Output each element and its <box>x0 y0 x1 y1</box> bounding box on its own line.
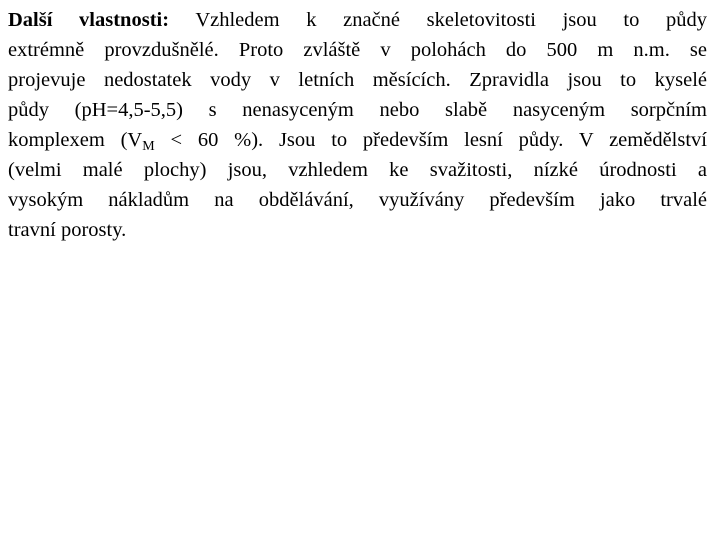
paragraph-heading: Další vlastnosti: <box>8 9 170 31</box>
text-line-6: (velmi malé plochy) jsou, vzhledem ke svažitosti, nízké úrodnosti a <box>8 159 707 181</box>
document-paragraph <box>8 5 707 245</box>
text-line-1 <box>8 5 707 35</box>
subscript-m: M <box>142 139 155 154</box>
text-line-5-before: komplexem (V <box>8 129 143 151</box>
text-line-3: projevuje nedostatek vody v letních měsících. Zpravidla jsou to kyselé <box>8 69 707 91</box>
text-line-2: extrémně provzdušnělé. Proto zvláště v polohách do 500 m n.m. se <box>8 39 707 61</box>
text-line-5 <box>8 125 707 155</box>
text-line-4: půdy (pH=4,5-5,5) s nenasyceným nebo slabě nasyceným sorpčním <box>8 99 707 121</box>
text-line-8: travní porosty. <box>8 219 127 241</box>
text-line-1-rest: Vzhledem k značné skeletovitosti jsou to půdy <box>195 9 707 31</box>
text-line-5-after: < 60 %). Jsou to především lesní půdy. V zemědělství <box>154 129 707 151</box>
text-line-7: vysokým nákladům na obdělávání, využívány především jako trvalé <box>8 189 707 211</box>
